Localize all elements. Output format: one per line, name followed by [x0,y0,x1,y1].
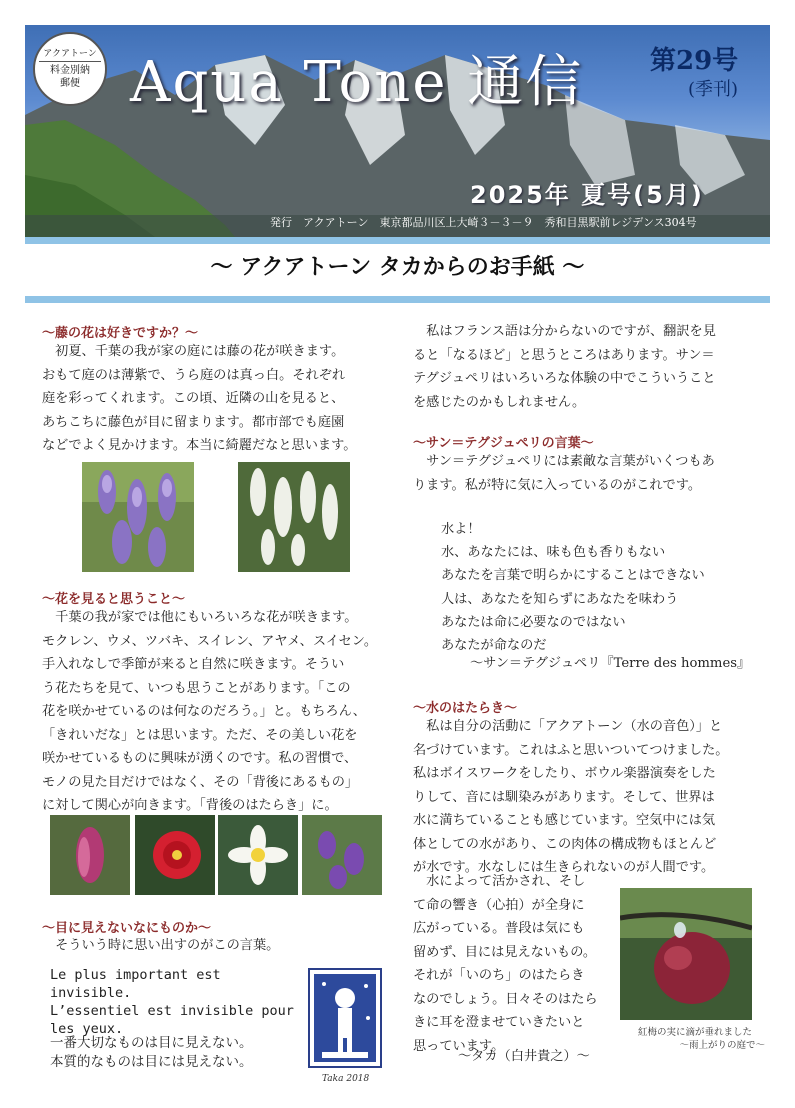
water-paragraph: 私は自分の活動に「アクアトーン（水の音色）」と 名づけています。これはふと思いついてつけました。 私はボイスワークをしたり、ボウル楽器演奏をした りして、音には馴染みがあります。そして、世界は 水に満ちていることも感じています。空気中には気 体としての水があり、この肉体の構成物もほとんど が水です。水なしには生きられないのが人間です。 [413,719,729,875]
life-paragraph: 水によって活かされ、そし て命の響き（心拍）が全身に 広がっている。普段は気にも 留めず、目には見えないもの。 それが「いのち」のはたらき なのでしょう。日々そのはたら きに耳を澄ませていきたいと 思っています。 [413,874,598,1054]
water-lily-photo [218,815,298,895]
iris-photo [302,815,382,895]
section-title-water: ～水のはたらき～ [413,701,518,716]
stamp-line2: 郵便 [60,78,80,89]
japanese-quote: 一番大切なものは目に見えない。 本質的なものは目には見えない。 [50,1035,253,1070]
closing-signature: ～タカ（白井貴之）～ [458,1049,590,1064]
saint-exupery-intro: サン＝テグジュペリには素敵な言葉がいくつもあ ります。私が特に気に入っているのがこれです。 [413,454,715,493]
section-title-invisible: ～目に見えないなにものか～ [42,921,212,936]
postage-stamp [33,32,107,106]
photo-caption: 紅梅の実に滴が垂れました ～雨上がりの庭で～ [637,1027,765,1051]
issue-season: 2025年 夏号(5月) [470,181,704,209]
invisible-intro: そういう時に思い出すのがこの言葉。 [42,938,280,953]
section-title-wisteria: ～藤の花は好きですか？～ [42,326,199,341]
issue-type: (季刊) [688,79,739,100]
section-title-flowers: ～花を見ると思うこと～ [42,592,186,607]
plum-fruit-photo [620,888,752,1020]
heading-divider [25,296,770,303]
section-title-saint-exupery: ～サン＝テグジュペリの言葉～ [413,436,594,451]
stamp-top: アクアトーン [43,49,97,59]
stamp-line1: 料金別納 [50,65,90,76]
poem-source: ～サン＝テグジュペリ『Terre des hommes』 [470,656,751,671]
saint-exupery-poem: 水よ！ 水、あなたには、味も色も香りもない あなたを言葉で明らかにすることはできない 人は、あなたを知らずにあなたを味わう あなたは命に必要なのではない あなたが命なのだ [441,522,705,654]
french-quote: Le plus important est invisible. L’essentiel est invisible pour les yeux. [50,967,294,1037]
camellia-photo [135,815,215,895]
purple-wisteria-photo [82,462,194,572]
page-heading: ～ アクアトーン タカからのお手紙 ～ [210,255,585,280]
flowers-paragraph: 千葉の我が家では他にもいろいろな花が咲きます。 モクレン、ウメ、ツバキ、スイレン、アヤメ、スイセン。 手入れなしで季節が来ると自然に咲きます。そうい う花たちを見て、いつも思うことがあります。「この 花を咲かせているのは何なのだろう。」と。もちろん、 「きれいだな」とは思います。ただ、その美しい花を 咲かせているものに興味が湧くのです。私の習慣で、 モノの見た目だけではなく、その「背後にあるもの」 に対して関心が向きます。「背後のはたらき」に。 [42,610,378,813]
newsletter-title: Aqua Tone 通信 [130,50,584,115]
illustration-signature: Taka 2018 [322,1074,370,1084]
white-wisteria-photo [238,462,350,572]
little-prince-illustration [308,968,382,1068]
wisteria-paragraph: 初夏、千葉の我が家の庭には藤の花が咲きます。 おもて庭のは薄紫で、うら庭のは真っ白。それぞれ 庭を彩ってくれます。この頃、近隣の山を見ると、 あちこちに藤色が目に留まります。都市部でも庭園 などでよく見かけます。本当に綺麗だなと思います。 [42,344,357,453]
french-intro-paragraph: 私はフランス語は分からないのですが、翻訳を見 ると「なるほど」と思うところはあります。サン＝ テグジュペリはいろいろな体験の中でこういうこと を感じたのかもしれません。 [413,324,716,410]
top-divider [25,237,770,244]
magnolia-photo [50,815,130,895]
publisher-address: 発行 アクアトーン 東京都品川区上大崎３－３－９ 秀和目黒駅前レジデンス304号 [270,216,697,229]
issue-number: 第29号 [650,46,739,76]
